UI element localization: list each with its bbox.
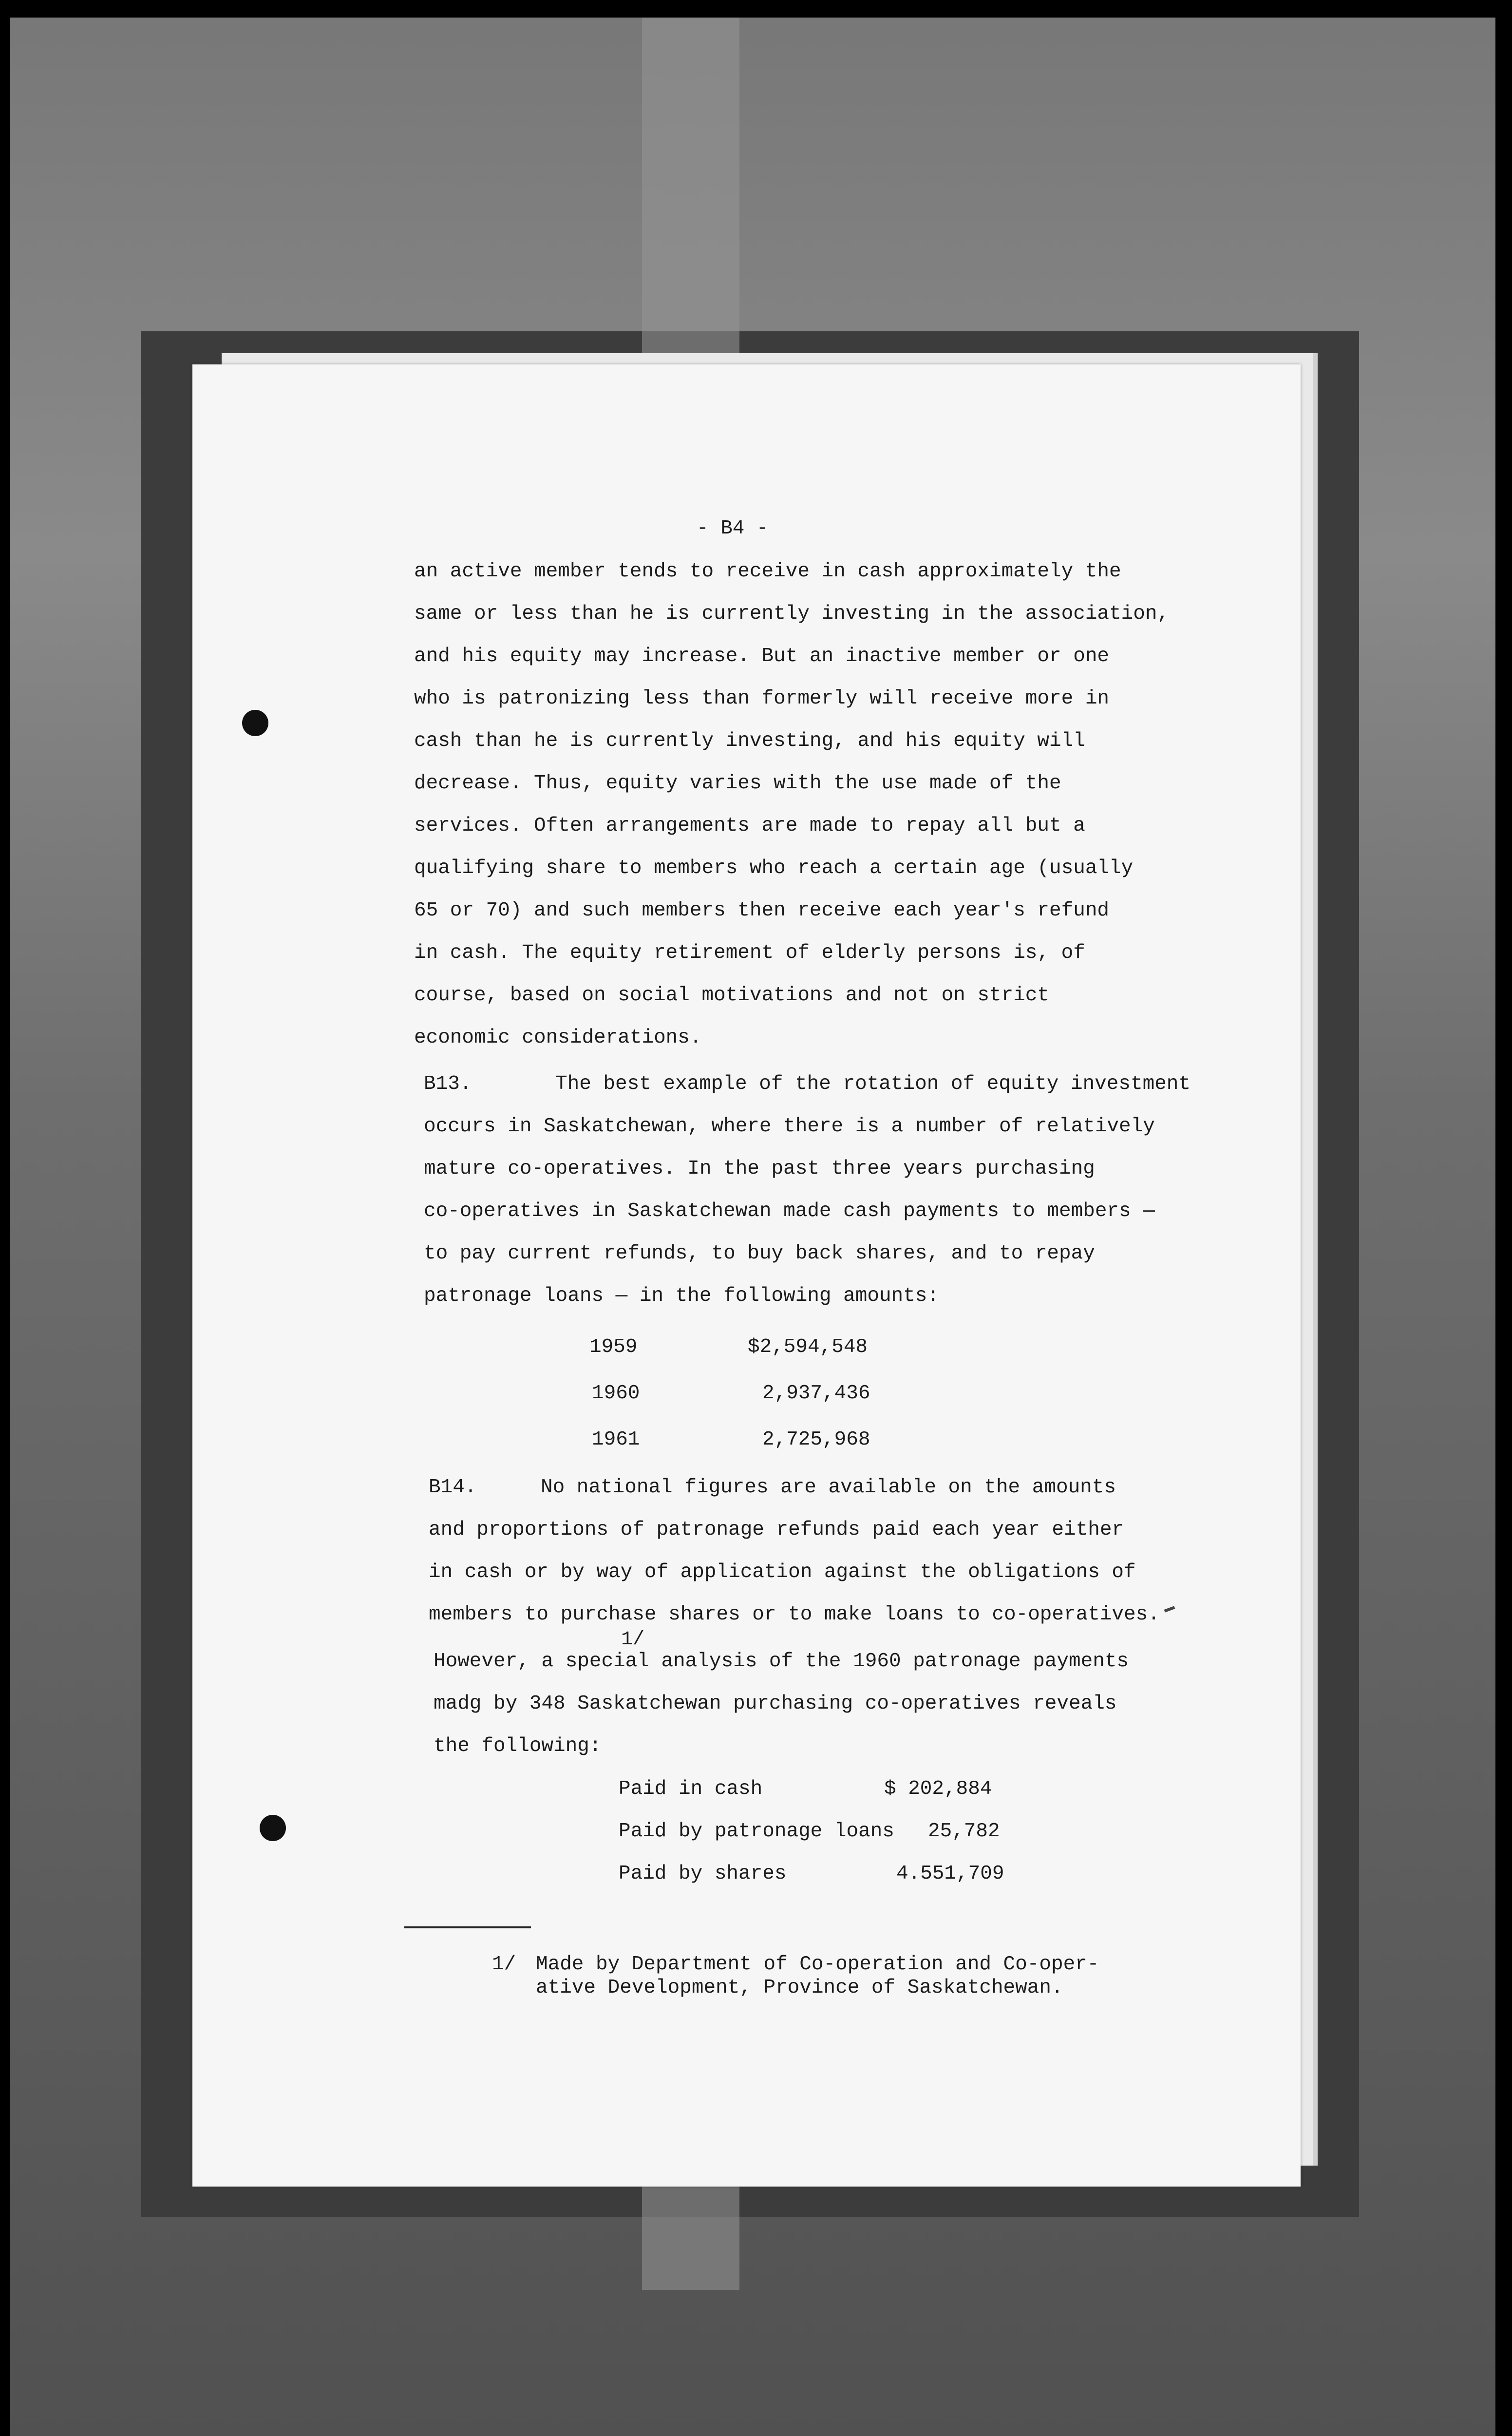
body-line: No national figures are available on the amounts <box>541 1476 1116 1499</box>
body-line: decrease. Thus, equity varies with the use made of the <box>414 772 1061 795</box>
body-line: in cash or by way of application against the obligations of <box>429 1561 1136 1583</box>
footnote-reference: 1/ <box>621 1629 645 1651</box>
body-line: to pay current refunds, to buy back shares, and to repay <box>424 1242 1095 1265</box>
refund-label: Paid in cash <box>619 1778 763 1800</box>
body-line: patronage loans — in the following amounts: <box>424 1285 939 1307</box>
refund-amount: $ 202,884 <box>884 1778 992 1800</box>
body-line: economic considerations. <box>414 1027 702 1049</box>
document-page <box>192 364 1301 2187</box>
body-line: mature co-operatives. In the past three years purchasing <box>424 1158 1095 1180</box>
body-line: The best example of the rotation of equity investment <box>555 1073 1191 1095</box>
film-edge-right <box>1495 0 1512 2436</box>
refund-amount: 4.551,709 <box>896 1863 1004 1885</box>
payment-year: 1960 <box>592 1382 640 1405</box>
film-edge-top <box>0 0 1512 18</box>
page-number: - B4 - <box>697 517 769 540</box>
body-line: same or less than he is currently investing in the association, <box>414 603 1170 625</box>
film-edge-left <box>0 0 10 2436</box>
body-line: co-operatives in Saskatchewan made cash payments to members — <box>424 1200 1155 1222</box>
body-line: and his equity may increase. But an inactive member or one <box>414 645 1110 667</box>
paragraph-marker-b13: B13. <box>424 1073 472 1095</box>
paragraph-marker-b14: B14. <box>429 1476 477 1499</box>
payment-amount: 2,725,968 <box>762 1428 870 1451</box>
punch-hole-top <box>242 710 268 736</box>
refund-label: Paid by patronage loans <box>619 1820 894 1843</box>
body-line: who is patronizing less than formerly will receive more in <box>414 687 1110 710</box>
payment-year: 1961 <box>592 1428 640 1451</box>
body-line: services. Often arrangements are made to repay all but a <box>414 815 1085 837</box>
payment-year: 1959 <box>589 1336 638 1358</box>
refund-label: Paid by shares <box>619 1863 787 1885</box>
body-line: in cash. The equity retirement of elderly persons is, of <box>414 942 1085 964</box>
footnote-rule <box>404 1926 531 1928</box>
payment-amount: 2,937,436 <box>762 1382 870 1405</box>
body-line: occurs in Saskatchewan, where there is a number of relatively <box>424 1115 1155 1138</box>
body-line: an active member tends to receive in cash approximately the <box>414 560 1121 583</box>
body-line: cash than he is currently investing, and his equity will <box>414 730 1085 752</box>
footnote-line: ative Development, Province of Saskatchewan. <box>536 1977 1063 1999</box>
body-line: qualifying share to members who reach a certain age (usually <box>414 857 1134 879</box>
punch-hole-bottom <box>260 1815 286 1841</box>
refund-amount: 25,782 <box>928 1820 1000 1843</box>
body-line: members to purchase shares or to make loans to co-operatives. <box>429 1603 1160 1626</box>
body-line: the following: <box>434 1735 602 1757</box>
body-line: and proportions of patronage refunds paid each year either <box>429 1519 1124 1541</box>
body-line: course, based on social motivations and not on strict <box>414 984 1050 1007</box>
body-line: However, a special analysis of the 1960 patronage payments <box>434 1650 1129 1673</box>
footnote-marker: 1/ <box>492 1953 516 1976</box>
body-line: 65 or 70) and such members then receive each year's refund <box>414 899 1110 922</box>
body-line: madg by 348 Saskatchewan purchasing co-operatives reveals <box>434 1693 1117 1715</box>
footnote-line: Made by Department of Co-operation and Co-oper- <box>536 1953 1099 1976</box>
payment-amount: $2,594,548 <box>748 1336 868 1358</box>
